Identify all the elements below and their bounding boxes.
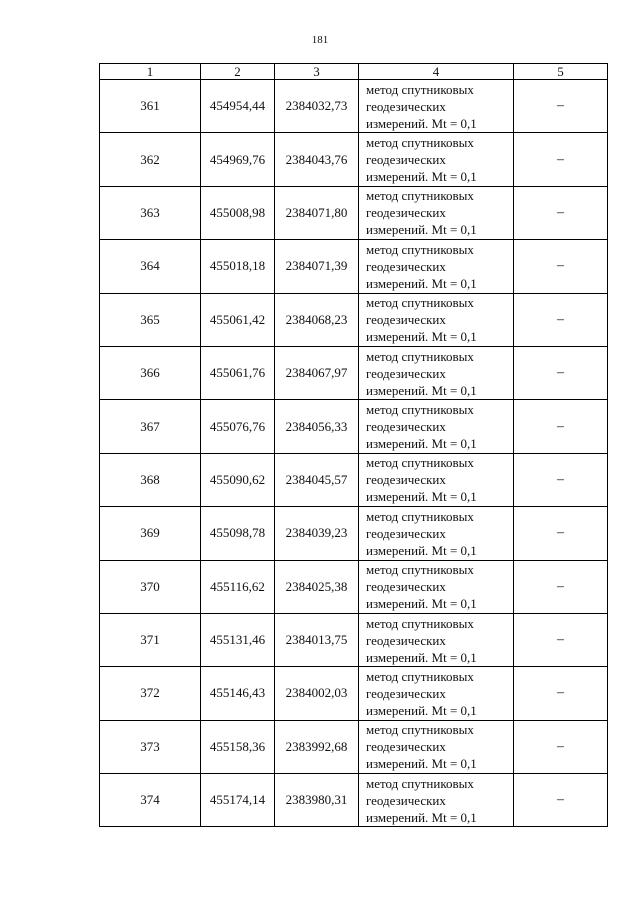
method-text-line: метод спутниковых: [366, 455, 474, 471]
method-cell: [359, 400, 514, 453]
table-row: [100, 720, 608, 773]
note-cell: –: [514, 667, 608, 720]
method-text-line: метод спутниковых: [366, 615, 474, 631]
column-header-2: 2: [201, 64, 275, 80]
point-number-cell: 371: [100, 613, 201, 666]
method-cell: [359, 133, 514, 186]
point-number-cell: 367: [100, 400, 201, 453]
method-text-line: геодезических: [366, 419, 446, 435]
point-number-cell: 373: [100, 720, 201, 773]
method-cell: [359, 613, 514, 666]
method-text-line: измерений. Mt = 0,1: [366, 115, 477, 131]
y-coordinate-cell: 2384025,38: [275, 560, 359, 613]
point-number-cell: 364: [100, 240, 201, 293]
method-text-line: геодезических: [366, 365, 446, 381]
table-header: [100, 64, 608, 80]
method-cell: [359, 186, 514, 239]
table-body: [100, 80, 608, 827]
point-number-cell: 368: [100, 453, 201, 506]
method-text-line: метод спутниковых: [366, 188, 474, 204]
method-cell: [359, 774, 514, 827]
method-text-line: метод спутниковых: [366, 402, 474, 418]
column-header-3: 3: [275, 64, 359, 80]
method-text-line: измерений. Mt = 0,1: [366, 382, 477, 398]
method-text-line: геодезических: [366, 152, 446, 168]
note-cell: –: [514, 720, 608, 773]
x-coordinate-cell: 455008,98: [201, 186, 275, 239]
table-row: [100, 507, 608, 560]
method-text-line: измерений. Mt = 0,1: [366, 169, 477, 185]
method-text-line: метод спутниковых: [366, 508, 474, 524]
method-text-line: метод спутниковых: [366, 135, 474, 151]
y-coordinate-cell: 2384067,97: [275, 346, 359, 399]
x-coordinate-cell: 455061,76: [201, 346, 275, 399]
y-coordinate-cell: 2384002,03: [275, 667, 359, 720]
method-text-line: измерений. Mt = 0,1: [366, 222, 477, 238]
method-text-line: геодезических: [366, 98, 446, 114]
column-header-4: 4: [359, 64, 514, 80]
y-coordinate-cell: 2383980,31: [275, 774, 359, 827]
x-coordinate-cell: 455061,42: [201, 293, 275, 346]
x-coordinate-cell: 454954,44: [201, 80, 275, 133]
x-coordinate-cell: 455131,46: [201, 613, 275, 666]
method-text-line: геодезических: [366, 472, 446, 488]
table-row: [100, 774, 608, 827]
note-cell: –: [514, 774, 608, 827]
point-number-cell: 369: [100, 507, 201, 560]
method-text-line: измерений. Mt = 0,1: [366, 702, 477, 718]
table-row: [100, 80, 608, 133]
method-text-line: геодезических: [366, 258, 446, 274]
method-cell: [359, 240, 514, 293]
method-text-line: метод спутниковых: [366, 722, 474, 738]
method-text-line: геодезических: [366, 579, 446, 595]
method-text-line: метод спутниковых: [366, 295, 474, 311]
point-number-cell: 363: [100, 186, 201, 239]
note-cell: –: [514, 240, 608, 293]
table-row: [100, 400, 608, 453]
table-row: [100, 133, 608, 186]
y-coordinate-cell: 2384071,39: [275, 240, 359, 293]
x-coordinate-cell: 455090,62: [201, 453, 275, 506]
method-text-line: измерений. Mt = 0,1: [366, 489, 477, 505]
method-text-line: измерений. Mt = 0,1: [366, 542, 477, 558]
method-text-line: метод спутниковых: [366, 81, 474, 97]
x-coordinate-cell: 455018,18: [201, 240, 275, 293]
point-number-cell: 362: [100, 133, 201, 186]
note-cell: –: [514, 80, 608, 133]
method-text-line: измерений. Mt = 0,1: [366, 329, 477, 345]
y-coordinate-cell: 2384013,75: [275, 613, 359, 666]
table-row: [100, 240, 608, 293]
point-number-cell: 361: [100, 80, 201, 133]
x-coordinate-cell: 455098,78: [201, 507, 275, 560]
column-header-1: 1: [100, 64, 201, 80]
note-cell: –: [514, 507, 608, 560]
method-text-line: измерений. Mt = 0,1: [366, 809, 477, 825]
method-text-line: геодезических: [366, 685, 446, 701]
method-cell: [359, 507, 514, 560]
method-text-line: измерений. Mt = 0,1: [366, 649, 477, 665]
column-header-5: 5: [514, 64, 608, 80]
method-text-line: метод спутниковых: [366, 348, 474, 364]
note-cell: –: [514, 293, 608, 346]
y-coordinate-cell: 2384045,57: [275, 453, 359, 506]
table-row: [100, 613, 608, 666]
table-row: [100, 453, 608, 506]
note-cell: –: [514, 346, 608, 399]
method-text-line: метод спутниковых: [366, 775, 474, 791]
y-coordinate-cell: 2384068,23: [275, 293, 359, 346]
method-cell: [359, 667, 514, 720]
table-row: [100, 560, 608, 613]
x-coordinate-cell: 454969,76: [201, 133, 275, 186]
note-cell: –: [514, 613, 608, 666]
method-text-line: геодезических: [366, 739, 446, 755]
method-text-line: метод спутниковых: [366, 562, 474, 578]
point-number-cell: 370: [100, 560, 201, 613]
method-text-line: геодезических: [366, 205, 446, 221]
page-number: 181: [311, 34, 329, 46]
method-cell: [359, 560, 514, 613]
x-coordinate-cell: 455158,36: [201, 720, 275, 773]
note-cell: –: [514, 133, 608, 186]
y-coordinate-cell: 2384039,23: [275, 507, 359, 560]
method-text-line: измерений. Mt = 0,1: [366, 275, 477, 291]
method-text-line: измерений. Mt = 0,1: [366, 756, 477, 772]
point-number-cell: 372: [100, 667, 201, 720]
point-number-cell: 365: [100, 293, 201, 346]
method-cell: [359, 80, 514, 133]
x-coordinate-cell: 455076,76: [201, 400, 275, 453]
table-row: [100, 186, 608, 239]
table-row: [100, 293, 608, 346]
header-row: [100, 64, 608, 80]
point-number-cell: 366: [100, 346, 201, 399]
method-cell: [359, 346, 514, 399]
x-coordinate-cell: 455174,14: [201, 774, 275, 827]
method-cell: [359, 453, 514, 506]
y-coordinate-cell: 2384032,73: [275, 80, 359, 133]
method-cell: [359, 293, 514, 346]
method-cell: [359, 720, 514, 773]
method-text-line: геодезических: [366, 525, 446, 541]
note-cell: –: [514, 453, 608, 506]
x-coordinate-cell: 455116,62: [201, 560, 275, 613]
note-cell: –: [514, 400, 608, 453]
x-coordinate-cell: 455146,43: [201, 667, 275, 720]
coordinates-table: [99, 63, 608, 827]
method-text-line: метод спутниковых: [366, 241, 474, 257]
y-coordinate-cell: 2384056,33: [275, 400, 359, 453]
y-coordinate-cell: 2384071,80: [275, 186, 359, 239]
method-text-line: метод спутниковых: [366, 668, 474, 684]
table-row: [100, 346, 608, 399]
method-text-line: геодезических: [366, 792, 446, 808]
y-coordinate-cell: 2384043,76: [275, 133, 359, 186]
method-text-line: геодезических: [366, 632, 446, 648]
point-number-cell: 374: [100, 774, 201, 827]
method-text-line: измерений. Mt = 0,1: [366, 436, 477, 452]
note-cell: –: [514, 186, 608, 239]
method-text-line: геодезических: [366, 312, 446, 328]
table-row: [100, 667, 608, 720]
method-text-line: измерений. Mt = 0,1: [366, 596, 477, 612]
y-coordinate-cell: 2383992,68: [275, 720, 359, 773]
note-cell: –: [514, 560, 608, 613]
